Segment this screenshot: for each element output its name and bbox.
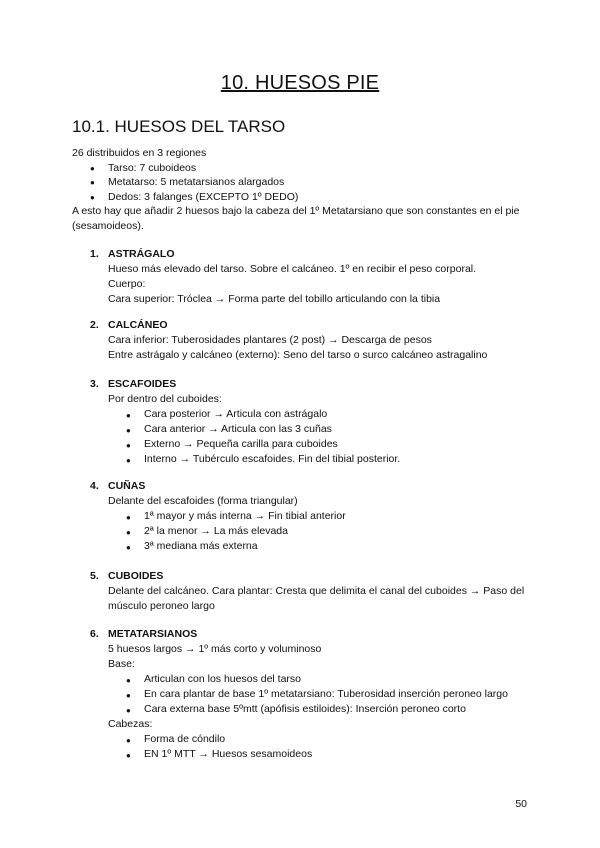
list-item: ● EN 1º MTT → Huesos sesamoideos bbox=[144, 747, 530, 762]
text-line: Entre astrágalo y calcáneo (externo): Seno del tarso o surco calcáneo astragalino bbox=[108, 349, 488, 361]
text-line: 5 huesos largos → 1º más corto y voluminoso bbox=[108, 643, 322, 655]
section-title: ASTRÁGALO bbox=[108, 248, 175, 260]
text-line: Cabezas: bbox=[108, 718, 153, 730]
list-item: ● Cara anterior → Articula con las 3 cuñas bbox=[144, 422, 530, 437]
text-line: Cara superior: Tróclea → Forma parte del tobillo articulando con la tibia bbox=[108, 293, 441, 305]
bullet-list bbox=[108, 509, 530, 554]
list-item: ● Cara externa base 5ºmtt (apófisis estiloides): Inserción peroneo corto bbox=[144, 702, 530, 717]
text-line: Delante del calcáneo. Cara plantar: Cresta que delimita el canal del cuboides → Paso del músculo peroneo largo bbox=[108, 585, 525, 612]
text-line: Delante del escafoides (forma triangular) bbox=[108, 495, 298, 507]
page-number: 50 bbox=[515, 798, 527, 810]
bullet-list bbox=[108, 732, 530, 762]
list-item: ● Dedos: 3 falanges (EXCEPTO 1º DEDO) bbox=[108, 190, 532, 205]
page-title: 10. HUESOS PIE bbox=[220, 72, 380, 94]
text-line: Base: bbox=[108, 658, 135, 670]
text-line: Hueso más elevado del tarso. Sobre el calcáneo. 1º en recibir el peso corporal. bbox=[108, 263, 477, 275]
list-item: ● 2ª la menor → La más elevada bbox=[144, 524, 530, 539]
bullet-list bbox=[108, 407, 530, 467]
list-item: ● Metatarso: 5 metatarsianos alargados bbox=[108, 175, 532, 190]
list-item: ● Articulan con los huesos del tarso bbox=[144, 672, 530, 687]
list-item: ● Interno → Tubérculo escafoides. Fin del tibial posterior. bbox=[144, 452, 530, 467]
section-title: CUÑAS bbox=[108, 480, 146, 492]
intro-list bbox=[72, 161, 532, 205]
section-number: 3. bbox=[90, 378, 99, 390]
section-title: CALCÁNEO bbox=[108, 319, 168, 331]
list-item: ● Externo → Pequeña carilla para cuboides bbox=[144, 437, 530, 452]
list-item: ● Tarso: 7 cuboideos bbox=[108, 161, 532, 176]
section-cunas bbox=[90, 479, 530, 554]
list-item: ● Forma de cóndilo bbox=[144, 732, 530, 747]
intro-note: A esto hay que añadir 2 huesos bajo la cabeza del 1º Metatarsiano que son constantes en el pie (sesamoideos). bbox=[72, 205, 520, 232]
bullet-list bbox=[108, 672, 530, 717]
section-number: 6. bbox=[90, 628, 99, 640]
section-title: METATARSIANOS bbox=[108, 628, 198, 640]
list-item: ● 1ª mayor y más interna → Fin tibial anterior bbox=[144, 509, 530, 524]
section-calcaneo bbox=[90, 318, 530, 363]
section-escafoides bbox=[90, 377, 530, 467]
section-number: 2. bbox=[90, 319, 99, 331]
section-number: 4. bbox=[90, 480, 99, 492]
list-item: ● Cara posterior → Articula con astrágalo bbox=[144, 407, 530, 422]
list-item: ● En cara plantar de base 1º metatarsiano: Tuberosidad inserción peroneo largo bbox=[144, 687, 530, 702]
text-line: Cuerpo: bbox=[108, 278, 146, 290]
section-cuboides bbox=[90, 569, 530, 614]
list-item: ● 3ª mediana más externa bbox=[144, 539, 530, 554]
section-title: CUBOIDES bbox=[108, 570, 164, 582]
section-astragalo bbox=[90, 247, 530, 307]
section-heading: 10.1. HUESOS DEL TARSO bbox=[72, 117, 286, 136]
section-title: ESCAFOIDES bbox=[108, 378, 177, 390]
section-number: 1. bbox=[90, 248, 99, 260]
intro-lead: 26 distribuidos en 3 regiones bbox=[72, 147, 207, 159]
section-number: 5. bbox=[90, 570, 99, 582]
text-line: Cara inferior: Tuberosidades plantares (2 post) → Descarga de pesos bbox=[108, 334, 432, 346]
intro-block bbox=[72, 146, 532, 234]
section-metatarsianos bbox=[90, 627, 530, 762]
text-line: Por dentro del cuboides: bbox=[108, 393, 222, 405]
